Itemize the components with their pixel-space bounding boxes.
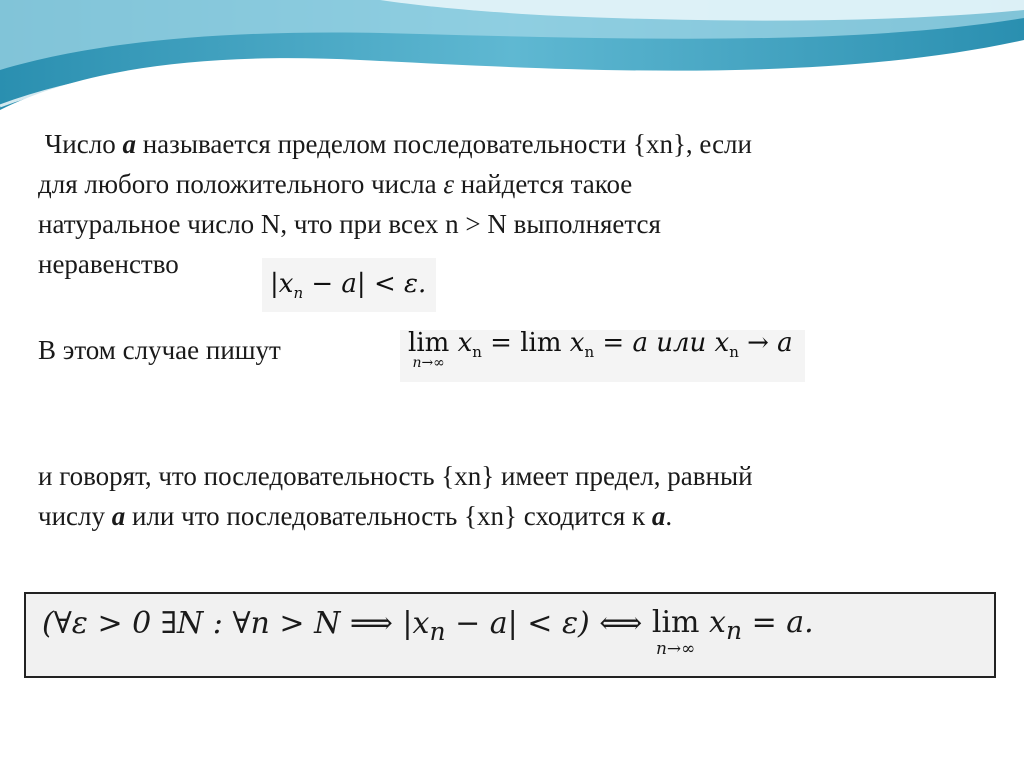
variable-a: а (651, 501, 666, 531)
text-fragment: . (665, 501, 673, 531)
inequality-formula (262, 258, 436, 312)
limit-operator (408, 330, 449, 370)
formula-subscript: n (584, 343, 595, 362)
definition-line-1 (38, 124, 988, 164)
convergence-line-2 (38, 496, 988, 536)
formula-variable: x (714, 328, 730, 358)
formula-subscript: n (729, 343, 739, 362)
text-fragment: числу (38, 501, 112, 531)
formula-part: (∀ε > 0 ∃N : ∀n > N ⟹ |x (42, 606, 430, 641)
text-fragment: или что последовательность {xn} сходится к (125, 501, 652, 531)
lim-word: lim (651, 605, 700, 640)
formula-subscript: n (293, 284, 304, 303)
limit-operator (652, 606, 700, 658)
convergence-line-1: и говорят, что последовательность {xn} имеет предел, равный (38, 461, 753, 491)
header-wave-decoration (0, 0, 1024, 115)
formula-variable: x (569, 328, 585, 358)
formula-subscript: n (725, 616, 743, 645)
lim-word: lim (408, 328, 450, 358)
formula-content (42, 606, 814, 658)
text-fragment: Число (44, 129, 123, 159)
definition-paragraph (38, 124, 988, 284)
definition-line-4: неравенство (38, 249, 179, 279)
formula-part: − a| < ε) ⟺ (445, 606, 652, 641)
formula-part: |x (270, 269, 294, 299)
formula-part: → a (738, 328, 793, 358)
definition-formula-box (24, 592, 996, 678)
notation-paragraph: В этом случае пишут (38, 335, 281, 365)
formula-part: = a. (742, 605, 814, 640)
lim-subscript: n→∞ (655, 639, 696, 659)
lim-subscript: n→∞ (412, 355, 445, 371)
formula-part: = a или (594, 328, 715, 358)
epsilon-symbol: ε (443, 169, 454, 199)
formula-part: = lim (481, 328, 570, 358)
convergence-paragraph (38, 456, 988, 536)
text-fragment: для любого положительного числа (38, 169, 444, 199)
formula-subscript: n (472, 343, 482, 362)
definition-line-2 (38, 164, 988, 204)
formula-variable: x (457, 328, 473, 358)
definition-line-3: натуральное число N, что при всех n > N выполняется (38, 209, 661, 239)
text-fragment: найдется такое (453, 169, 633, 199)
formula-part: − a| < ε. (303, 269, 427, 299)
formula-subscript: n (429, 617, 446, 646)
limit-notation-formula (400, 330, 805, 382)
variable-a: а (122, 129, 136, 159)
formula-variable: x (699, 605, 726, 640)
text-fragment: называется пределом последовательности {xn}, если (135, 129, 752, 159)
variable-a: а (111, 501, 126, 531)
